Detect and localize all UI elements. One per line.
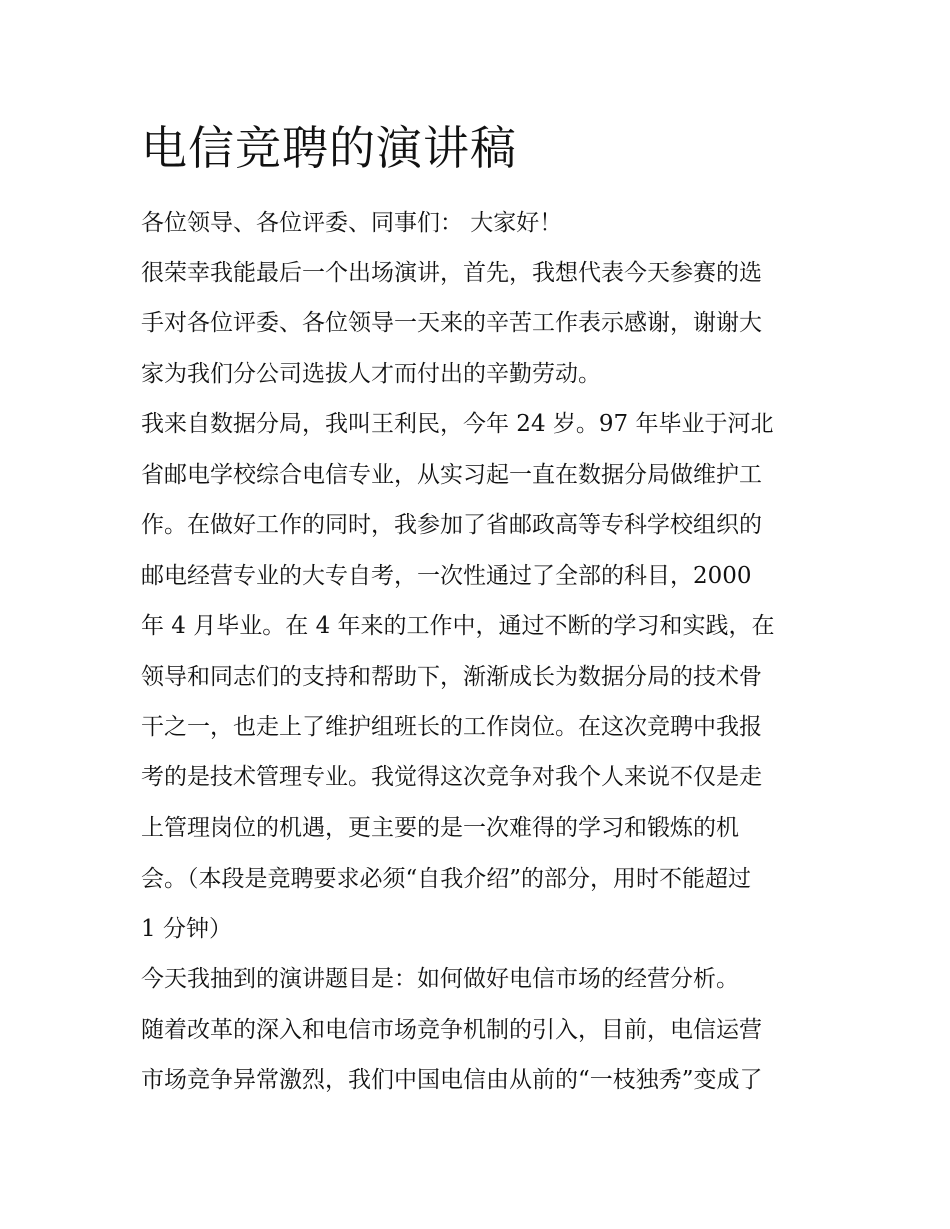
text-line: 今天我抽到的演讲题目是：如何做好电信市场的经营分析。: [141, 966, 739, 992]
text-line: 作。在做好工作的同时，我参加了省邮政高等专科学校组织的: [141, 512, 762, 538]
text-line: 家为我们分公司选拔人才而付出的辛勤劳动。: [141, 361, 601, 387]
text-line: 干之一，也走上了维护组班长的工作岗位。在这次竞聘中我报: [141, 714, 762, 740]
text-line: 上管理岗位的机遇，更主要的是一次难得的学习和锻炼的机: [141, 815, 739, 841]
text-line: 市场竞争异常激烈，我们中国电信由从前的“一枝独秀”变成了: [141, 1067, 763, 1093]
text-line: 很荣幸我能最后一个出场演讲，首先，我想代表今天参赛的选: [141, 260, 762, 286]
text-line: 领导和同志们的支持和帮助下，渐渐成长为数据分局的技术骨: [141, 664, 762, 690]
text-line: 随着改革的深入和电信市场竞争机制的引入，目前，电信运营: [141, 1017, 762, 1043]
text-line: 邮电经营专业的大专自考，一次性通过了全部的科目，2000: [141, 563, 752, 589]
text-line: 我来自数据分局，我叫王利民，今年 24 岁。97 年毕业于河北: [141, 411, 774, 437]
text-line: 省邮电学校综合电信专业，从实习起一直在数据分局做维护工: [141, 462, 762, 488]
text-line: 年 4 月毕业。在 4 年来的工作中，通过不断的学习和实践，在: [141, 613, 775, 639]
document-title: 电信竞聘的演讲稿: [141, 121, 517, 175]
text-line: 手对各位评委、各位领导一天来的辛苦工作表示感谢，谢谢大: [141, 310, 762, 336]
text-line: 1 分钟）: [141, 916, 232, 942]
text-line: 考的是技术管理专业。我觉得这次竞争对我个人来说不仅是走: [141, 764, 762, 790]
text-line: 各位领导、各位评委、同事们： 大家好！: [141, 210, 563, 236]
text-line: 会。（本段是竞聘要求必须“自我介绍”的部分，用时不能超过: [141, 866, 752, 892]
